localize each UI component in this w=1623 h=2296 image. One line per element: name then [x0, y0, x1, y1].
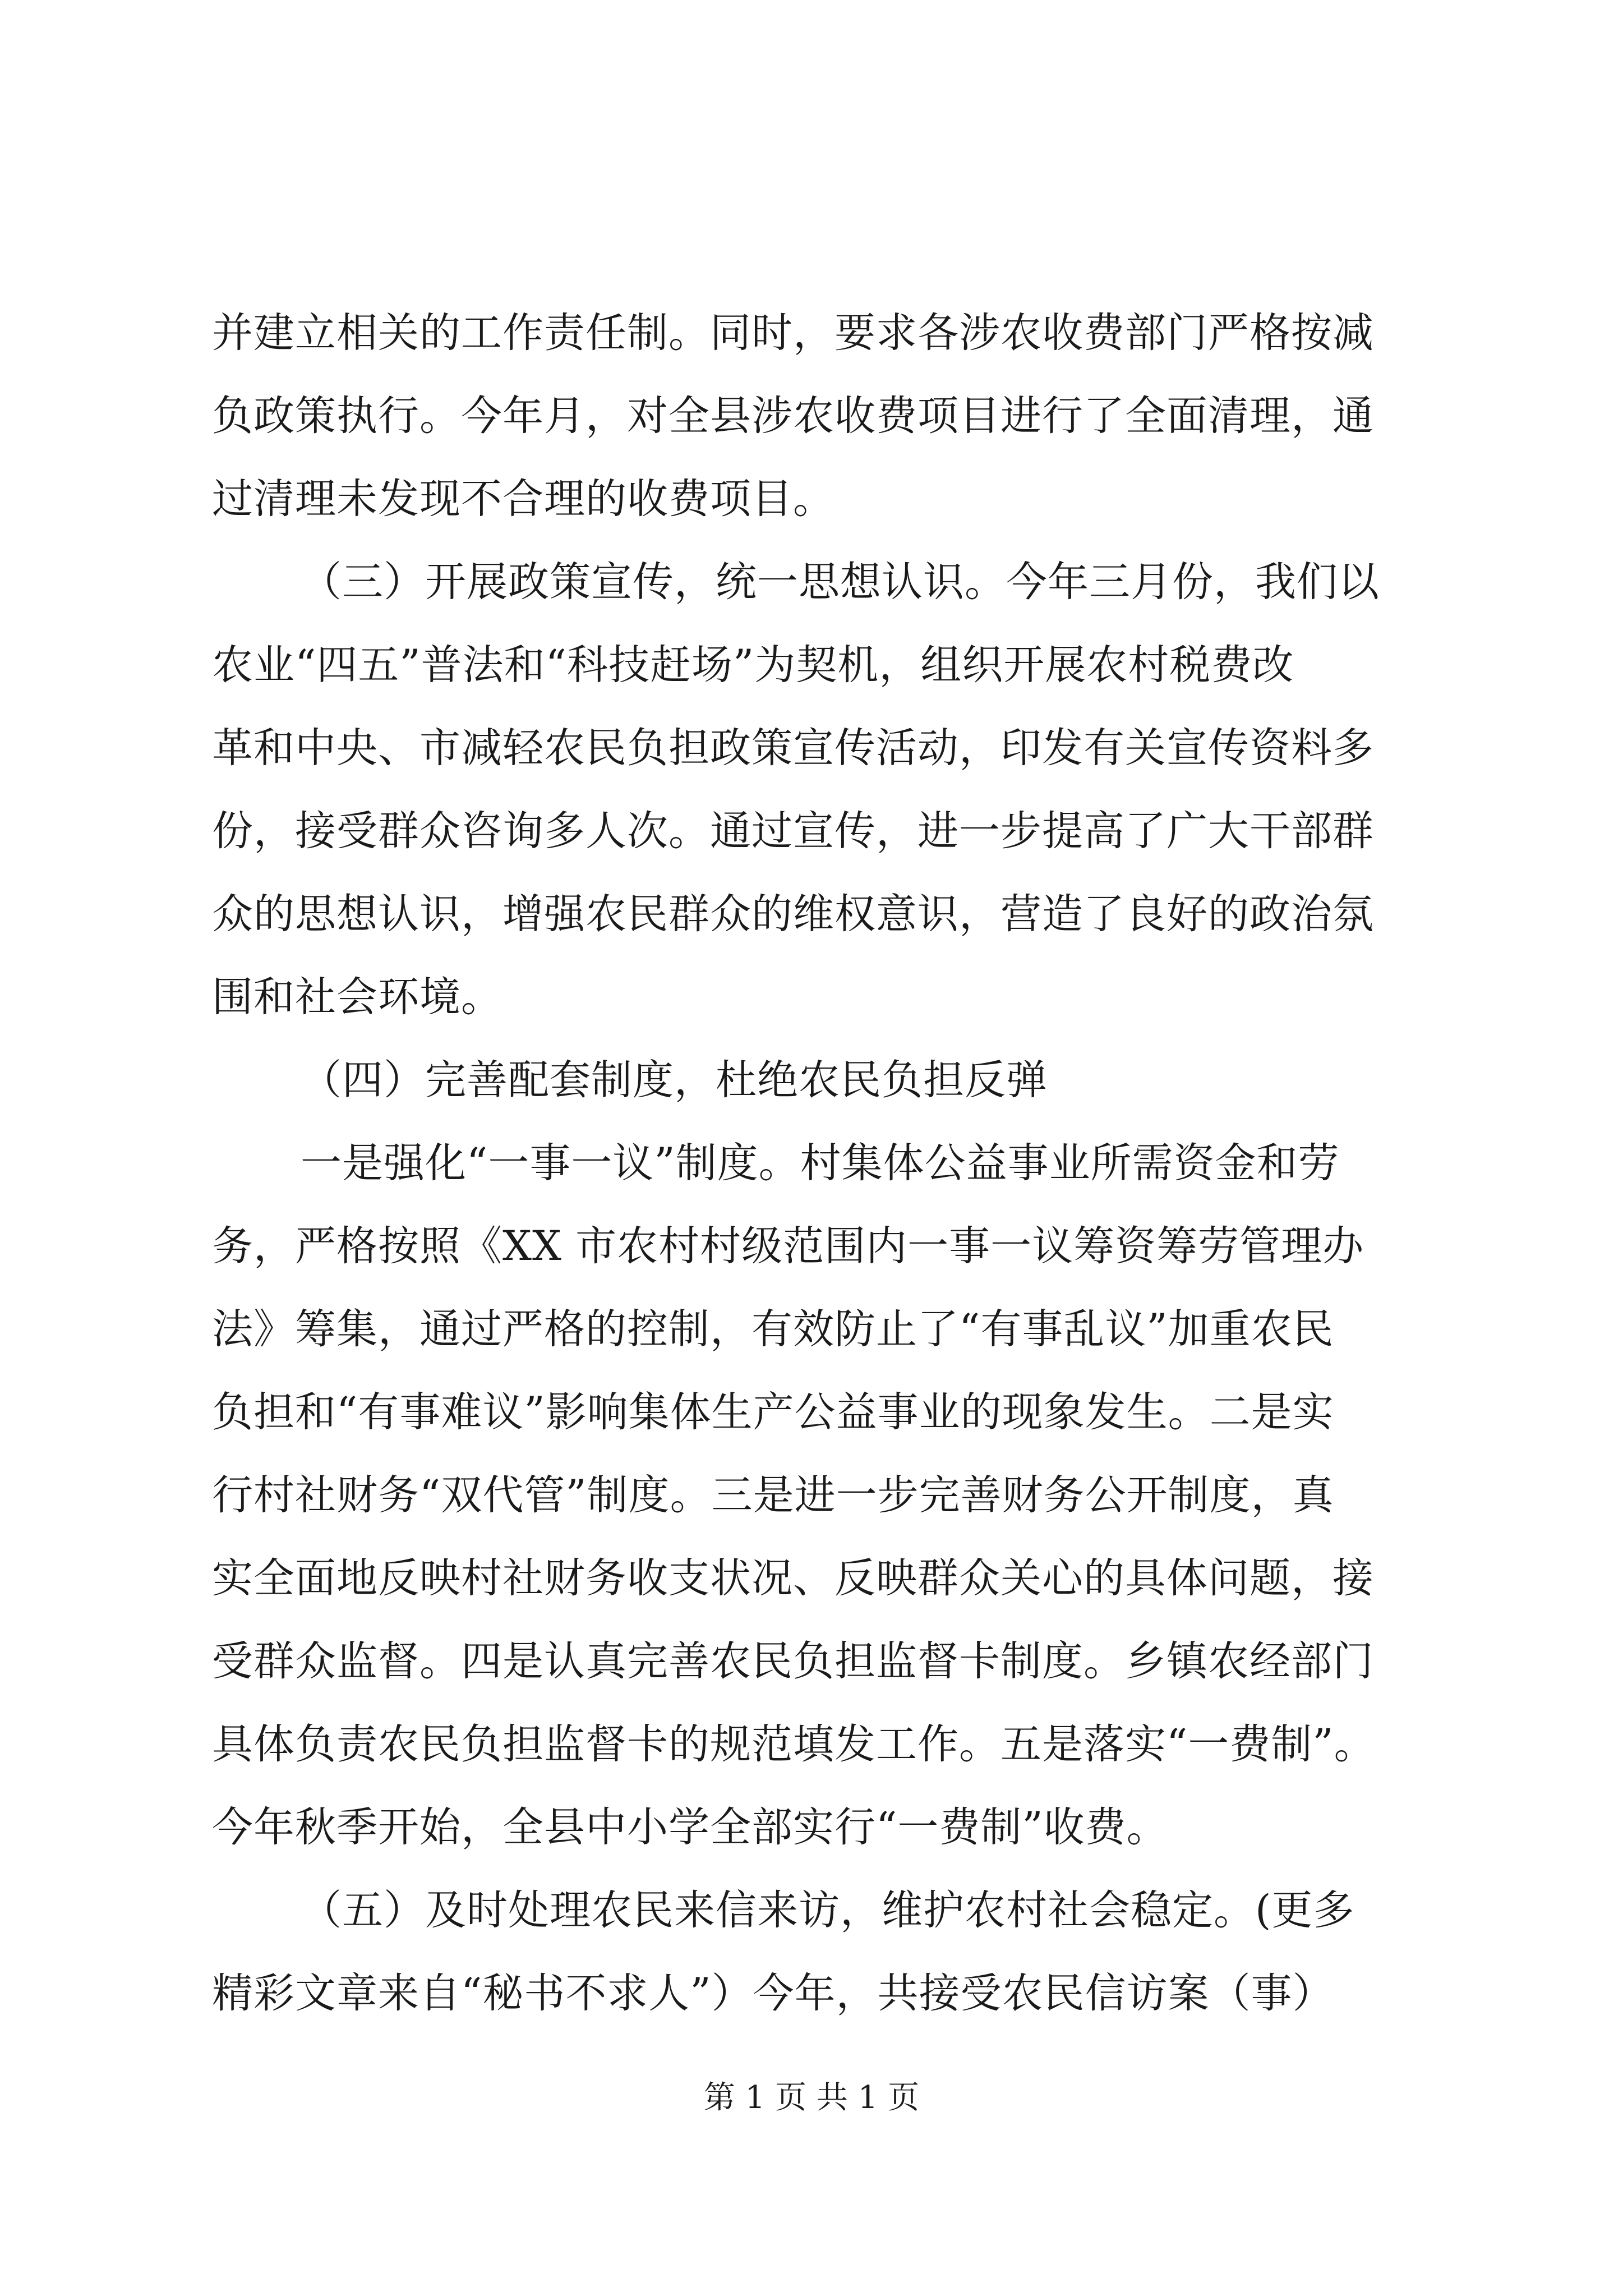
text-line: 农业“四五”普法和“科技赶场”为契机，组织开展农村税费改	[212, 641, 1294, 689]
text-line: 负政策执行。今年月，对全县涉农收费项目进行了全面清理，通	[212, 392, 1374, 440]
section-heading-5: （五）及时处理农民来信来访，维护农村社会稳定。(更多	[301, 1887, 1355, 1934]
text-line: 行村社财务“双代管”制度。三是进一步完善财务公开制度，真	[212, 1471, 1334, 1519]
text-line: 份，接受群众咨询多人次。通过宣传，进一步提高了广大干部群	[212, 807, 1374, 855]
text-line: 负担和“有事难议”影响集体生产公益事业的现象发生。二是实	[212, 1388, 1334, 1436]
text-line: 一是强化“一事一议”制度。村集体公益事业所需资金和劳	[301, 1139, 1340, 1187]
text-line: 法》筹集，通过严格的控制，有效防止了“有事乱议”加重农民	[212, 1305, 1334, 1353]
text-line: 具体负责农民负担监督卡的规范填发工作。五是落实“一费制”。	[212, 1720, 1376, 1768]
document-body	[212, 292, 1412, 2035]
text-line: 革和中央、市减轻农民负担政策宣传活动，印发有关宣传资料多	[212, 724, 1374, 772]
text-line: 围和社会环境。	[212, 973, 502, 1021]
text-line: 实全面地反映村社财务收支状况、反映群众关心的具体问题，接	[212, 1554, 1374, 1602]
section-heading-4: （四）完善配套制度，杜绝农民负担反弹	[301, 1056, 1048, 1104]
text-line: 精彩文章来自“秘书不求人”）今年，共接受农民信访案（事）	[212, 1970, 1334, 2017]
text-line: 务，严格按照《XX 市农村村级范围内一事一议筹资筹劳管理办	[212, 1222, 1364, 1270]
text-line: 过清理未发现不合理的收费项目。	[212, 475, 834, 523]
text-line: 众的思想认识，增强农民群众的维权意识，营造了良好的政治氛	[212, 890, 1374, 938]
text-line: 受群众监督。四是认真完善农民负担监督卡制度。乡镇农经部门	[212, 1637, 1374, 1685]
page-number-footer: 第 1 页 共 1 页	[703, 2079, 920, 2116]
section-heading-3: （三）开展政策宣传，统一思想认识。今年三月份，我们以	[301, 558, 1380, 606]
text-line: 并建立相关的工作责任制。同时，要求各涉农收费部门严格按减	[212, 309, 1374, 357]
text-line: 今年秋季开始，全县中小学全部实行“一费制”收费。	[212, 1803, 1168, 1851]
